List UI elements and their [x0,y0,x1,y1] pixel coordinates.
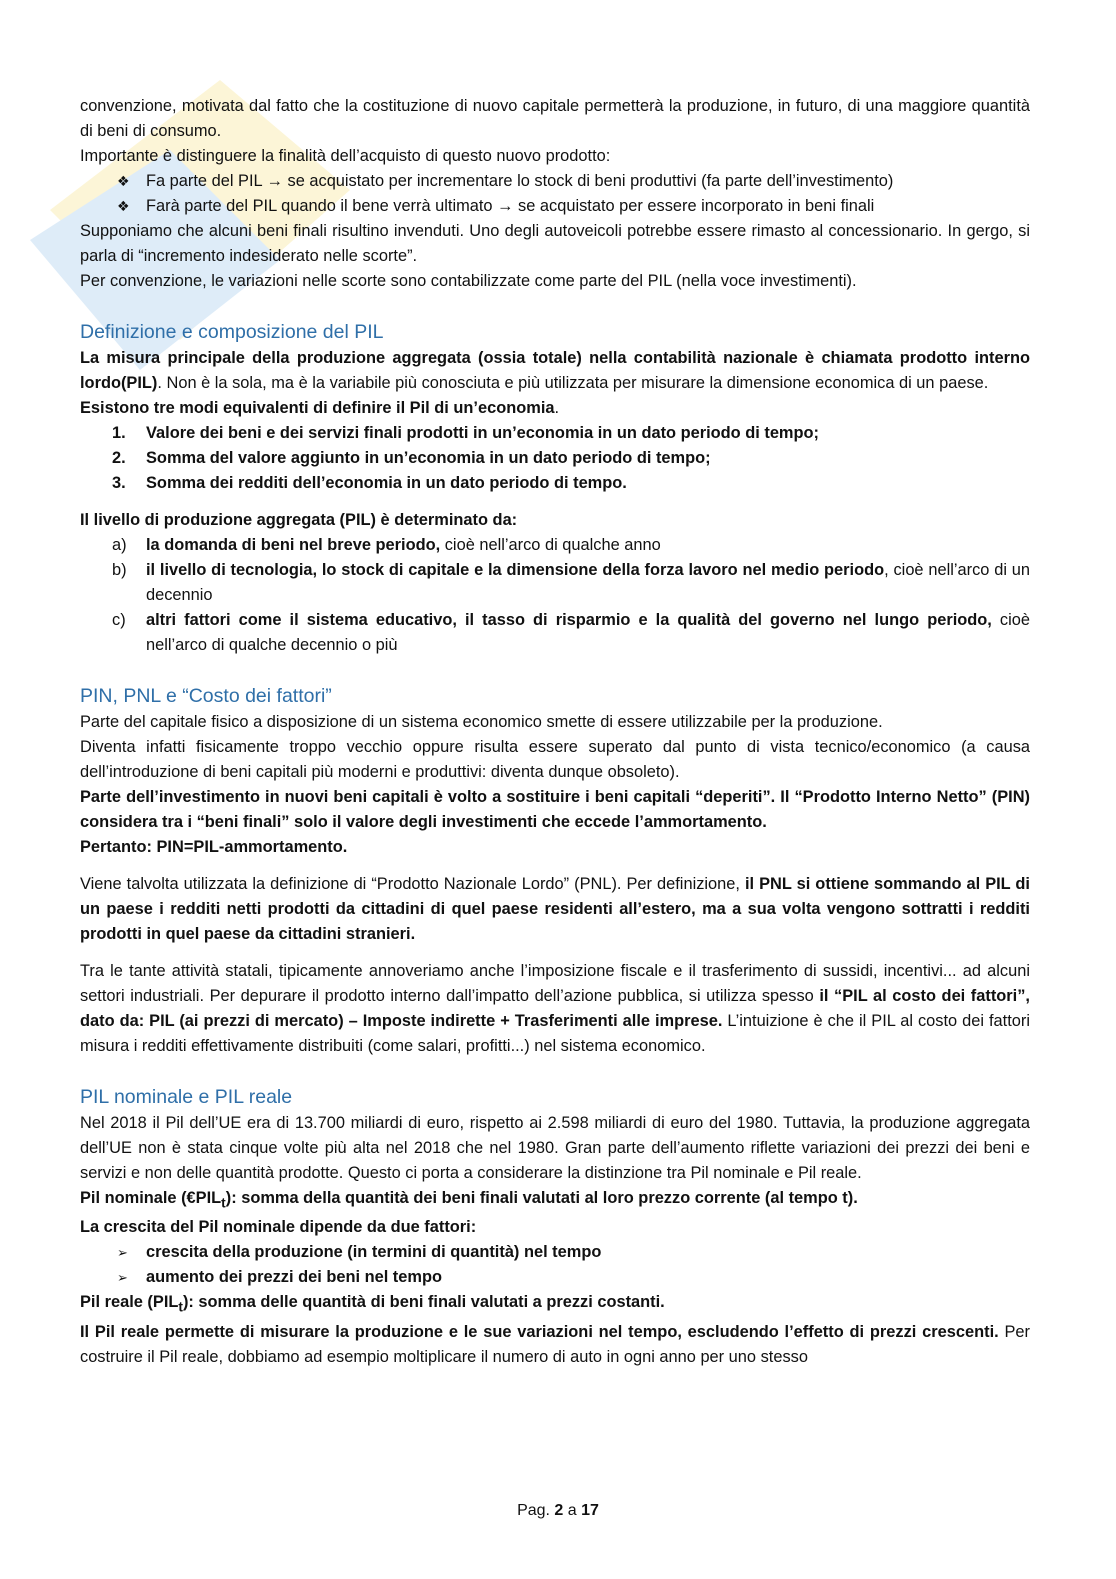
paragraph: Il livello di produzione aggregata (PIL) è determinato da: [80,511,518,529]
arrow-bullet-icon: ➢ [117,1245,128,1261]
paragraph: Tra le tante attività statali, tipicamente annoveriamo anche l’imposizione fiscale e il trasferimento di sussidi, incentivi... ad alcuni settori industriali. Per depurare il prodotto interno dall’impatto dell’azione pubblica, si utilizza spesso il “PIL al costo dei fattori”, dato da: PIL (ai prezzi di mercato) – Imposte indirette + Trasferimenti alle imprese. L’intuizione è che il PIL al costo dei fattori misura i redditi effettivamente distribuiti (come salari, profitti...) nel sistema economico. [80,962,1030,1055]
list-item: a) la domanda di beni nel breve periodo, cioè nell’arco di qualche anno [112,536,661,554]
list-item: b) il livello di tecnologia, lo stock di capitale e la dimensione della forza lavoro nel medio periodo, cioè nell’arco di un decennio [112,561,1030,604]
lettered-list [80,533,1030,658]
list-item: 2. Somma del valore aggiunto in un’economia in un dato periodo di tempo; [112,449,711,467]
paragraph: Parte dell’investimento in nuovi beni capitali è volto a sostituire i beni capitali “deperiti”. Il “Prodotto Interno Netto” (PIN) considera tra i “beni finali” solo il valore degli investimenti che eccede l’ammortamento. [80,788,1030,831]
paragraph: Pil nominale $(€PIL_t)$: somma della quantità dei beni finali valutati al loro prezzo corrente (al tempo t). [80,1189,858,1211]
paragraph: Il Pil reale permette di misurare la produzione e le sue variazioni nel tempo, escludendo l’effetto di prezzi crescenti. Per costruire il Pil reale, dobbiamo ad esempio moltiplicare il numero di auto in ogni anno per uno stesso [80,1322,1030,1366]
list-item: ➢ aumento dei prezzi dei beni nel tempo [80,1265,1030,1290]
paragraph: Esistono tre modi equivalenti di definire il Pil di un’economia. [80,399,560,417]
paragraph: Supponiamo che alcuni beni finali risultino invenduti. Uno degli autoveicoli potrebbe essere rimasto al concessionario. In gergo, si parla di “incremento indesiderato nelle scorte”. [80,222,1030,265]
section-heading: PIN, PNL e “Costo dei fattori” [80,685,332,707]
arrow-list [80,1240,1030,1290]
paragraph: La misura principale della produzione aggregata (ossia totale) nella contabilità nazionale è chiamata prodotto interno lordo(PIL). Non è la sola, ma è la variabile più conosciuta e più utilizzata per misurare la dimensione economica di un paese. [80,349,1030,392]
document-page [80,94,1030,1370]
paragraph: Pertanto: PIN=PIL-ammortamento. [80,838,348,856]
page-total: 17 [581,1502,599,1519]
arrow-bullet-icon: ➢ [117,1270,128,1286]
numbered-list [80,421,1030,496]
paragraph: Pil reale $(PIL_t)$: somma delle quantità di beni finali valutati a prezzi costanti. [80,1293,665,1315]
bullet-list [80,169,1030,219]
list-item: ➢ crescita della produzione (in termini di quantità) nel tempo [80,1240,1030,1265]
paragraph: Importante è distinguere la finalità dell’acquisto di questo nuovo prodotto: [80,147,611,165]
diamond-bullet-icon: ❖ [117,173,130,189]
paragraph: Per convenzione, le variazioni nelle scorte sono contabilizzate come parte del PIL (nella voce investimenti). [80,272,857,290]
diamond-bullet-icon: ❖ [117,198,130,214]
paragraph: La crescita del Pil nominale dipende da due fattori: [80,1218,477,1237]
paragraph: Viene talvolta utilizzata la definizione di “Prodotto Nazionale Lordo” (PNL). Per definizione, il PNL si ottiene sommando al PIL di un paese i redditi netti prodotti da cittadini di quel paese residenti all’estero, ma a sua volta vengono sottratti i redditi prodotti in quel paese da cittadini stranieri. [80,875,1030,943]
paragraph: Diventa infatti fisicamente troppo vecchio oppure risulta essere superato dal punto di vista tecnico/economico (a causa dell’introduzione di beni capitali più moderni e produttivi: diventa dunque obsoleto). [80,738,1030,781]
paragraph: Nel 2018 il Pil dell’UE era di 13.700 miliardi di euro, rispetto ai 2.598 miliardi di euro del 1980. Tuttavia, la produzione aggregata dell’UE non è stata cinque volte più alta nel 2018 che nel 1980. Gran parte dell’aumento riflette variazioni dei prezzi dei beni e servizi e non delle quantità prodotte. Questo ci porta a considerare la distinzione tra Pil nominale e Pil reale. [80,1114,1030,1182]
paragraph: convenzione, motivata dal fatto che la costituzione di nuovo capitale permetterà la produzione, in futuro, di una maggiore quantità di beni di consumo. [80,97,1030,140]
list-item: ❖ Fa parte del PIL → se acquistato per incrementare lo stock di beni produttivi (fa parte dell’investimento) [80,169,1030,194]
page-footer: Pag. 2 a 17 [517,1502,599,1519]
list-item: 3. Somma dei redditi dell’economia in un dato periodo di tempo. [112,474,627,492]
list-item: c) altri fattori come il sistema educativo, il tasso di risparmio e la qualità del governo nel lungo periodo, cioè nell’arco di qualche decennio o più [112,611,1031,654]
paragraph: Parte del capitale fisico a disposizione di un sistema economico smette di essere utilizzabile per la produzione. [80,713,883,731]
page-number: 2 [554,1502,564,1519]
list-item: 1. Valore dei beni e dei servizi finali prodotti in un’economia in un dato periodo di tempo; [112,424,819,442]
list-item: ❖ Farà parte del PIL quando il bene verrà ultimato → se acquistato per essere incorporato in beni finali [80,194,1030,219]
section-heading: Definizione e composizione del PIL [80,321,384,343]
section-heading: PIL nominale e PIL reale [80,1086,293,1108]
